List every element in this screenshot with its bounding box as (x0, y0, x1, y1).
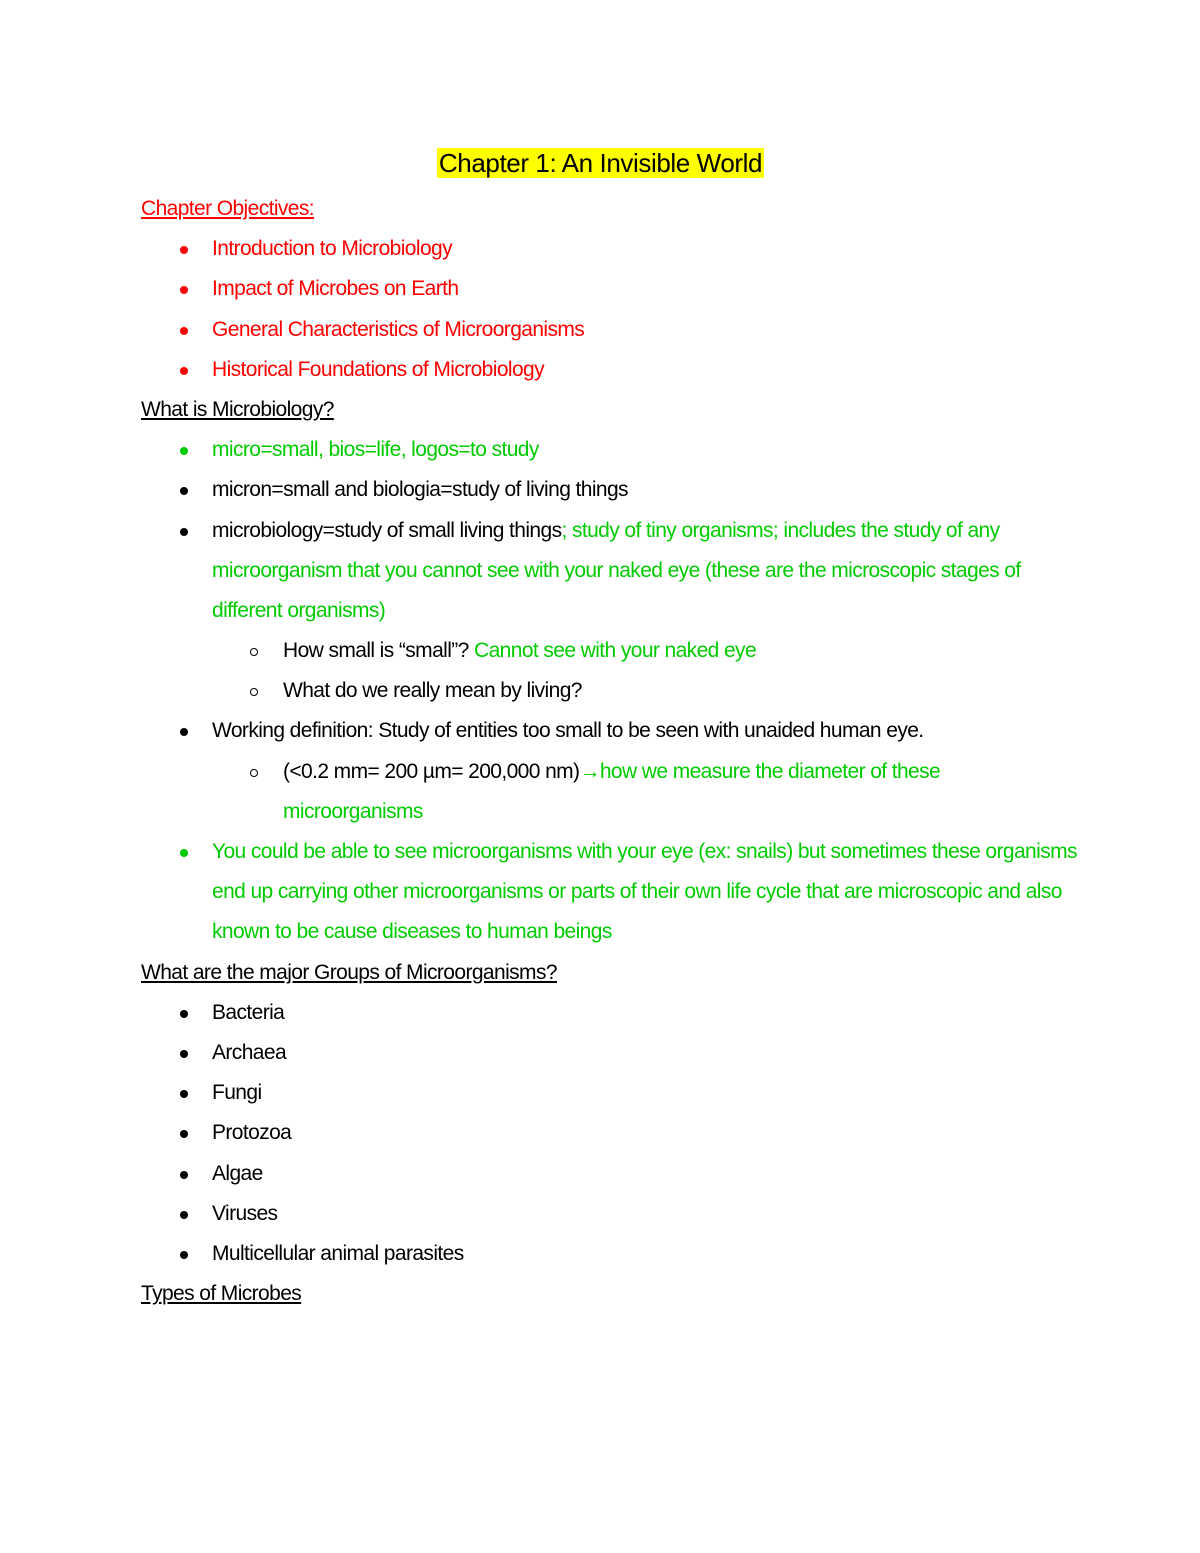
bullet-icon (180, 286, 188, 294)
bullet-icon (180, 487, 188, 495)
bullet-icon (180, 728, 188, 736)
list-item: Fungi (141, 1073, 1060, 1113)
bullet-icon (180, 1050, 188, 1058)
types-heading: Types of Microbes (141, 1282, 302, 1306)
list-item: Multicellular animal parasites (141, 1234, 1060, 1274)
list-item: Bacteria (141, 993, 1060, 1033)
microbiology-heading: What is Microbiology? (141, 397, 334, 421)
list-item: (<0.2 mm= 200 µm= 200,000 nm)→how we measure the diameter of these microorganisms (141, 752, 1060, 832)
list-item: General Characteristics of Microorganisms (141, 310, 1060, 350)
list-item: Impact of Microbes on Earth (141, 269, 1060, 309)
chapter-title (141, 143, 1060, 183)
list-item: Working definition: Study of entities too small to be seen with unaided human eye. (141, 711, 1060, 751)
microbiology-list (141, 430, 1077, 953)
bullet-icon (180, 367, 188, 375)
bullet-icon (180, 528, 188, 536)
list-item: How small is “small”? Cannot see with your naked eye (141, 631, 1060, 671)
list-item: You could be able to see microorganisms with your eye (ex: snails) but sometimes these organisms end up carrying other microorganisms or parts of their own life cycle that are microscopic and also known to be cause diseases to human beings (141, 832, 1060, 953)
list-item: Protozoa (141, 1113, 1060, 1153)
objectives-list (141, 229, 1060, 390)
chapter-title-text: Chapter 1: An Invisible World (438, 148, 763, 178)
hollow-bullet-icon (250, 769, 258, 777)
list-item: Historical Foundations of Microbiology (141, 350, 1060, 390)
list-item: microbiology=study of small living things; study of tiny organisms; includes the study of any microorganism that you cannot see with your naked eye (these are the microscopic stages of different organisms) (141, 511, 1060, 632)
bullet-icon (180, 849, 188, 857)
hollow-bullet-icon (250, 648, 258, 656)
list-item: Algae (141, 1154, 1060, 1194)
bullet-icon (180, 447, 188, 455)
bullet-icon (180, 1171, 188, 1179)
bullet-icon (180, 1090, 188, 1098)
hollow-bullet-icon (250, 688, 258, 696)
list-item: micro=small, bios=life, logos=to study (141, 430, 1060, 470)
bullet-icon (180, 246, 188, 254)
list-item: Archaea (141, 1033, 1060, 1073)
list-item: micron=small and biologia=study of living things (141, 470, 1060, 510)
bullet-icon (180, 1010, 188, 1018)
groups-list (141, 993, 1060, 1274)
list-item: What do we really mean by living? (141, 671, 1060, 711)
objectives-heading: Chapter Objectives: (141, 197, 315, 220)
bullet-icon (180, 327, 188, 335)
bullet-icon (180, 1251, 188, 1259)
bullet-icon (180, 1211, 188, 1219)
groups-heading: What are the major Groups of Microorganisms? (141, 960, 557, 984)
list-item: Viruses (141, 1194, 1060, 1234)
bullet-icon (180, 1130, 188, 1138)
list-item: Introduction to Microbiology (141, 229, 1060, 269)
